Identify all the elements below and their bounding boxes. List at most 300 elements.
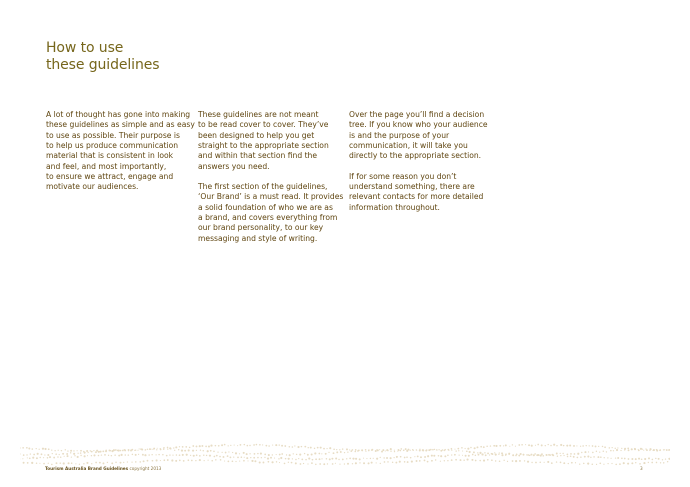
decorative-dot [120, 462, 122, 464]
decorative-dot [354, 451, 356, 453]
page-title [46, 40, 159, 74]
decorative-dot [457, 448, 459, 450]
decorative-dot [39, 449, 40, 450]
decorative-dot [301, 458, 303, 460]
decorative-dot [603, 450, 604, 451]
decorative-dot [403, 449, 405, 451]
decorative-dot [580, 446, 581, 447]
decorative-dot [586, 445, 587, 446]
decorative-dot [43, 463, 45, 465]
decorative-dot [411, 461, 413, 463]
decorative-dot [59, 454, 60, 455]
decorative-dot [478, 454, 480, 456]
decorative-dot [239, 461, 240, 462]
decorative-dot [293, 453, 294, 454]
decorative-dot [111, 455, 112, 456]
decorative-dot [335, 463, 336, 464]
decorative-dot [479, 460, 481, 462]
text-line: understand something, there are [349, 182, 475, 192]
decorative-dot [125, 454, 127, 456]
decorative-dot [656, 449, 658, 451]
decorative-dot [431, 460, 433, 462]
decorative-dot [227, 455, 229, 457]
decorative-dot [138, 454, 139, 455]
decorative-dot [196, 450, 197, 451]
decorative-dot [163, 448, 165, 450]
decorative-dot [284, 445, 286, 447]
paragraph [349, 172, 495, 213]
decorative-dot [458, 450, 459, 451]
decorative-dot [203, 454, 204, 455]
decorative-dot [36, 457, 38, 459]
decorative-dot [455, 450, 456, 451]
decorative-dot [178, 449, 179, 450]
decorative-dot [359, 462, 360, 463]
decorative-dot [181, 450, 183, 452]
decorative-dot [83, 463, 85, 465]
decorative-dot [466, 450, 468, 452]
decorative-dot [643, 450, 644, 451]
decorative-dot [292, 458, 293, 459]
decorative-dot [556, 461, 557, 462]
decorative-dot [57, 456, 59, 458]
decorative-dot [376, 458, 378, 460]
decorative-dot [113, 449, 115, 451]
decorative-dot [491, 453, 493, 455]
decorative-dot [485, 454, 487, 456]
decorative-dot [560, 444, 562, 446]
decorative-dot [368, 450, 370, 452]
text-line: straight to the appropriate section [198, 141, 329, 151]
decorative-dot [221, 444, 223, 446]
text-line: and within that section find the [198, 151, 318, 161]
decorative-dot [489, 454, 490, 455]
decorative-dot [592, 445, 594, 447]
decorative-dot [624, 458, 626, 460]
decorative-dot [247, 460, 248, 461]
decorative-dot [71, 457, 72, 458]
decorative-dot [147, 460, 149, 462]
decorative-dot [137, 450, 138, 451]
decorative-dot [392, 462, 393, 463]
decorative-dot [528, 444, 530, 446]
decorative-dot [553, 444, 555, 446]
decorative-dot [228, 445, 229, 446]
decorative-dot [616, 449, 618, 451]
decorative-dot [320, 447, 322, 449]
decorative-dot [499, 452, 500, 453]
decorative-dot [590, 457, 591, 458]
page-number: 3 [640, 466, 643, 471]
decorative-dot [407, 461, 409, 463]
decorative-dot [568, 463, 569, 464]
decorative-dot [410, 457, 412, 459]
decorative-dot [361, 449, 363, 451]
decorative-dot [201, 445, 203, 447]
decorative-dot [54, 450, 55, 451]
decorative-dot [152, 449, 153, 450]
decorative-dot [279, 462, 280, 463]
decorative-dot [58, 450, 59, 451]
decorative-dot [276, 454, 277, 455]
decorative-dot [157, 448, 158, 449]
decorative-dot [331, 458, 333, 460]
decorative-dot [480, 446, 482, 448]
decorative-dot [648, 462, 649, 463]
decorative-dot [107, 462, 108, 463]
decorative-dot [66, 453, 68, 455]
decorative-dot [519, 460, 521, 462]
decorative-dot [289, 454, 291, 456]
decorative-dot [70, 452, 71, 453]
decorative-dot [447, 455, 449, 457]
decorative-dot [518, 455, 520, 457]
decorative-dot [224, 444, 226, 446]
decorative-dot [235, 461, 236, 462]
decorative-dot [169, 454, 170, 455]
decorative-dot [73, 453, 75, 455]
text-line: answers you need. [198, 161, 270, 171]
text-line: relevant contacts for more detailed [349, 192, 484, 202]
decorative-dot [79, 464, 80, 465]
decorative-dot [262, 444, 263, 445]
decorative-dot [333, 452, 335, 454]
decorative-dot [340, 451, 342, 453]
decorative-dot [359, 458, 361, 460]
decorative-dot [223, 456, 225, 458]
decorative-dot [384, 461, 386, 463]
decorative-dot [190, 455, 191, 456]
decorative-dot [20, 447, 21, 448]
decorative-dot [405, 448, 407, 450]
decorative-dot [503, 445, 504, 446]
decorative-dot [619, 463, 621, 465]
text-line: motivate our audiences. [46, 182, 139, 192]
decorative-dot [577, 453, 579, 455]
decorative-dot [160, 449, 162, 451]
decorative-dot [332, 463, 334, 465]
decorative-dot [526, 454, 527, 455]
decorative-dot [644, 458, 646, 460]
decorative-dot [279, 454, 281, 456]
decorative-dot [385, 450, 386, 451]
decorative-dot [33, 454, 35, 456]
decorative-dot [507, 461, 508, 462]
decorative-dot [145, 449, 146, 450]
decorative-dot [260, 453, 262, 455]
decorative-dot [535, 462, 537, 464]
decorative-dot [285, 458, 287, 460]
decorative-dot [44, 448, 46, 450]
decorative-dot [108, 455, 109, 456]
decorative-dot [481, 453, 483, 455]
decorative-dot [148, 454, 150, 456]
decorative-dot [404, 457, 406, 459]
decorative-dot [390, 457, 392, 459]
decorative-dot [37, 453, 39, 455]
text-line: is and the purpose of your [349, 130, 450, 140]
decorative-dot [160, 460, 161, 461]
decorative-dot [574, 453, 576, 455]
decorative-dot [42, 448, 44, 450]
page-title-line-2: these guidelines [46, 57, 160, 73]
decorative-dot [114, 454, 116, 456]
decorative-dot [167, 459, 169, 461]
decorative-dot [487, 452, 489, 454]
decorative-dot [495, 460, 496, 461]
decorative-dot [459, 455, 460, 456]
decorative-dot [438, 455, 440, 457]
decorative-dot [62, 453, 64, 455]
decorative-dot [22, 458, 23, 459]
decorative-dot [326, 458, 328, 460]
decorative-dot [487, 459, 489, 461]
decorative-dot [623, 462, 625, 464]
decorative-dot [246, 453, 248, 455]
decorative-dot [22, 447, 24, 449]
decorative-dot [63, 462, 65, 464]
text-line: If for some reason you don’t [349, 171, 457, 181]
decorative-dot [73, 450, 74, 451]
decorative-dot [256, 444, 258, 446]
decorative-dot [182, 446, 184, 448]
decorative-dot [297, 446, 299, 448]
decorative-dot [261, 457, 262, 458]
decorative-dot [279, 444, 280, 445]
decorative-dot [628, 449, 630, 451]
decorative-dot [562, 453, 563, 454]
decorative-dot [170, 448, 171, 449]
decorative-dot [440, 455, 442, 457]
decorative-dot [373, 458, 374, 459]
decorative-dot [175, 460, 177, 462]
decorative-dot [333, 448, 335, 450]
decorative-dot [371, 449, 373, 451]
decorative-dot [607, 463, 608, 464]
decorative-dot [232, 452, 233, 453]
decorative-dot [463, 460, 464, 461]
decorative-dot [394, 451, 395, 452]
decorative-dot [363, 462, 365, 464]
decorative-dot [312, 459, 314, 461]
decorative-dot [294, 445, 295, 446]
decorative-dot [499, 460, 501, 462]
decorative-dot [205, 445, 207, 447]
decorative-dot [218, 445, 220, 447]
text-line: A lot of thought has gone into making [46, 110, 191, 119]
decorative-dot [172, 455, 173, 456]
decorative-dot [490, 445, 491, 446]
decorative-dot [158, 454, 159, 455]
decorative-dot [199, 455, 201, 457]
decorative-dot [115, 449, 117, 451]
decorative-dot [474, 447, 476, 449]
decorative-dot [515, 446, 516, 447]
decorative-dot [325, 453, 327, 455]
decorative-dot [308, 447, 309, 448]
decorative-dot [230, 445, 231, 446]
decorative-dot [486, 446, 488, 448]
body-column-2 [198, 110, 344, 254]
decorative-dot [224, 460, 225, 461]
decorative-dot [518, 444, 520, 446]
text-line: these guidelines as simple and as easy [46, 120, 195, 130]
decorative-dot [253, 457, 255, 459]
paragraph [198, 110, 344, 172]
decorative-dot [475, 455, 476, 456]
decorative-dot [155, 454, 156, 455]
decorative-dot [462, 450, 463, 451]
decorative-dot [56, 462, 58, 464]
decorative-dot [139, 448, 140, 449]
decorative-dot [396, 456, 398, 458]
decorative-dot [268, 454, 270, 456]
decorative-dot [615, 464, 617, 466]
decorative-dot [635, 458, 637, 460]
decorative-dot [454, 454, 456, 456]
decorative-dot [317, 447, 319, 449]
decorative-dot [379, 449, 380, 450]
decorative-dot [208, 460, 209, 461]
decorative-dot [264, 457, 265, 458]
decorative-dot [315, 458, 317, 460]
decorative-dot [266, 445, 268, 447]
decorative-dot [505, 444, 507, 446]
decorative-dot [102, 462, 104, 464]
text-line: our brand personality, to our key [198, 223, 324, 233]
text-line: communication, it will take you [349, 141, 468, 151]
decorative-dot [472, 454, 474, 456]
decorative-dot [51, 464, 53, 466]
decorative-dot [595, 445, 597, 447]
decorative-dot [665, 458, 666, 459]
decorative-dot [264, 453, 266, 455]
decorative-dot [314, 448, 315, 449]
decorative-dot [416, 460, 418, 462]
decorative-dot [515, 460, 517, 462]
decorative-dot [394, 457, 395, 458]
decorative-dot [28, 448, 30, 450]
decorative-dot [435, 459, 436, 460]
decorative-dot [142, 454, 144, 456]
decorative-dot [611, 463, 612, 464]
decorative-dot [183, 460, 185, 462]
decorative-dot [653, 449, 655, 451]
text-line: to use as possible. Their purpose is [46, 130, 180, 140]
decorative-dot [399, 461, 401, 463]
decorative-dot [451, 459, 453, 461]
decorative-dot [250, 457, 251, 458]
decorative-dot [43, 457, 44, 458]
decorative-dot [412, 449, 413, 450]
decorative-dot [254, 460, 256, 462]
decorative-dot [131, 462, 132, 463]
decorative-dot [259, 461, 261, 463]
decorative-dot [240, 444, 242, 446]
decorative-dot [386, 449, 388, 451]
decorative-dot [193, 455, 195, 457]
decorative-dot [537, 444, 539, 446]
decorative-dot [512, 454, 514, 456]
decorative-dot [195, 460, 196, 461]
decorative-dot [380, 463, 381, 464]
decorative-dot [577, 457, 579, 459]
decorative-dot [583, 463, 585, 465]
decorative-dot [548, 444, 549, 445]
decorative-dot [494, 452, 495, 453]
decorative-dot [635, 462, 636, 463]
decorative-dot [541, 444, 543, 446]
decorative-dot [71, 462, 73, 464]
decorative-dot [139, 461, 141, 463]
decorative-dot [281, 445, 283, 447]
decorative-dot [300, 463, 302, 465]
decorative-dot [560, 455, 561, 456]
decorative-dot [620, 450, 621, 451]
decorative-dot [101, 454, 102, 455]
decorative-dot [587, 463, 589, 465]
decorative-dot [387, 461, 389, 463]
decorative-dot [217, 451, 218, 452]
decorative-dot [495, 445, 497, 447]
decorative-dot [542, 455, 544, 457]
decorative-dot [29, 457, 31, 459]
decorative-dot [289, 446, 291, 448]
decorative-dot [607, 457, 608, 458]
decorative-dot [61, 450, 62, 451]
decorative-dot [30, 453, 31, 454]
decorative-dot [432, 449, 434, 451]
decorative-dot [655, 458, 656, 459]
decorative-dot [307, 454, 309, 456]
decorative-dot [237, 456, 239, 458]
decorative-dot [599, 462, 601, 464]
decorative-dot [95, 451, 97, 453]
decorative-dot [234, 445, 235, 446]
decorative-dot [239, 453, 240, 454]
decorative-dot [295, 462, 297, 464]
text-line: to be read cover to cover. They’ve [198, 120, 329, 130]
page-title-line-1: How to use [46, 40, 124, 56]
decorative-dot [308, 458, 310, 460]
decorative-dot [390, 448, 392, 450]
decorative-dot [544, 462, 545, 463]
decorative-dot [80, 452, 81, 453]
decorative-dot [88, 452, 89, 453]
decorative-dot [469, 451, 471, 453]
decorative-dot [257, 453, 258, 454]
decorative-dot [216, 455, 218, 457]
decorative-dot [663, 462, 664, 463]
decorative-dot [342, 459, 344, 461]
decorative-dot [134, 450, 135, 451]
decorative-dot [355, 449, 357, 451]
decorative-dot [347, 463, 349, 465]
decorative-dot [602, 446, 603, 447]
decorative-dot [552, 454, 554, 456]
decorative-dot [400, 456, 402, 458]
paragraph [46, 110, 195, 193]
decorative-dot [213, 451, 215, 453]
decorative-dot [53, 457, 55, 459]
text-line: and feel, and most importantly, [46, 161, 167, 171]
decorative-dot [556, 453, 558, 455]
text-line: been designed to help you get [198, 130, 315, 140]
decorative-dot [48, 463, 49, 464]
decorative-dot [156, 449, 157, 450]
decorative-dot [319, 463, 321, 465]
decorative-dot [206, 455, 207, 456]
